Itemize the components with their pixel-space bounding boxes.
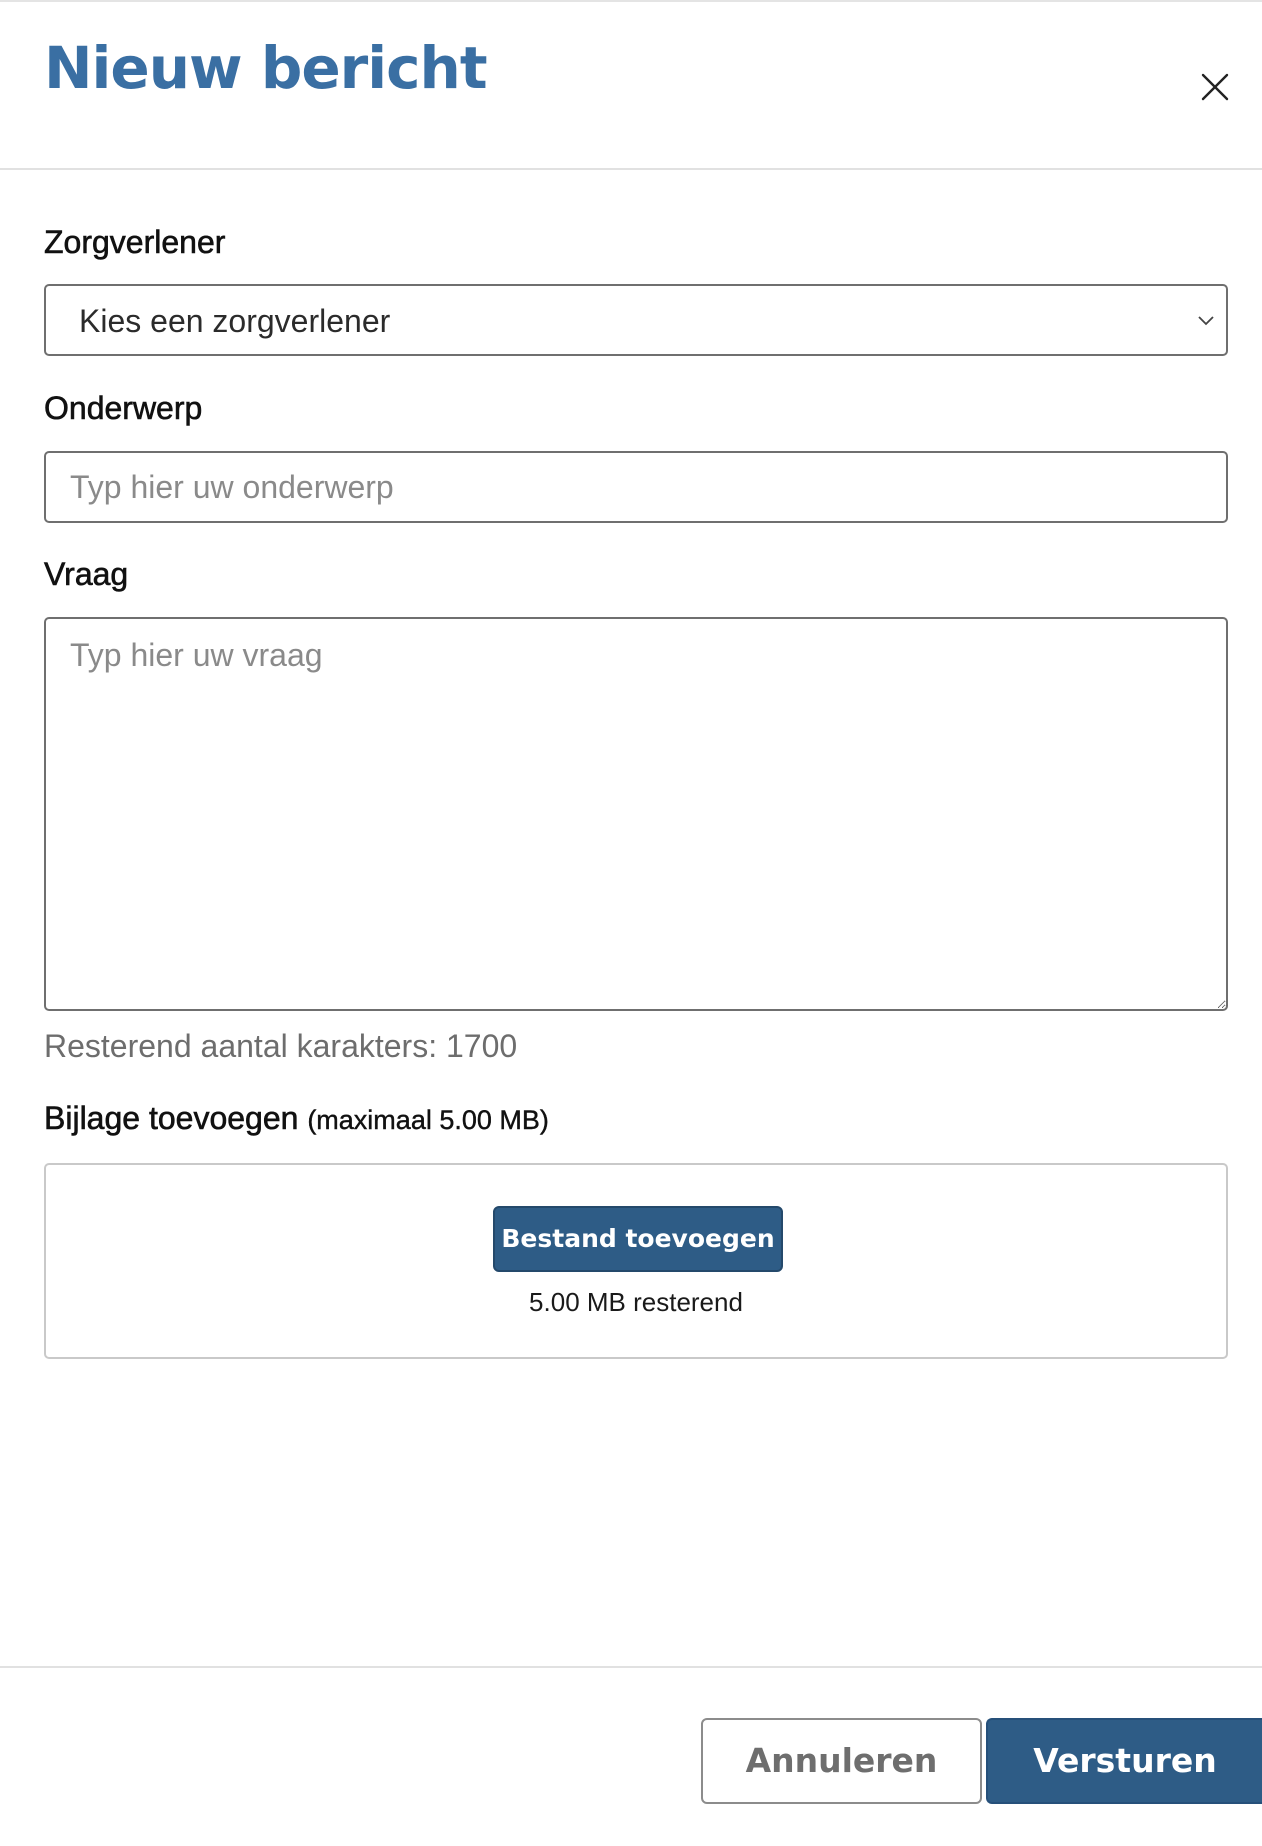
attachment-dropzone[interactable]	[44, 1163, 1228, 1359]
provider-select-value: Kies een zorgverlener	[79, 303, 391, 339]
file-size-remaining: 5.00 MB resterend	[529, 1287, 743, 1317]
remaining-characters: Resterend aantal karakters: 1700	[44, 1028, 518, 1064]
add-file-button[interactable]: Bestand toevoegen	[493, 1206, 783, 1272]
question-label: Vraag	[44, 556, 129, 592]
cancel-button[interactable]: Annuleren	[701, 1718, 982, 1804]
attachment-label-text: Bijlage toevoegen	[44, 1100, 299, 1136]
subject-input[interactable]	[44, 451, 1228, 523]
attachment-label	[44, 1098, 549, 1140]
question-textarea[interactable]	[44, 617, 1228, 1011]
subject-label: Onderwerp	[44, 390, 203, 426]
provider-select[interactable]	[44, 284, 1228, 356]
close-icon	[1192, 64, 1238, 110]
attachment-size-hint: (maximaal 5.00 MB)	[307, 1105, 549, 1135]
dialog-footer	[0, 1666, 1262, 1846]
close-button[interactable]	[1192, 64, 1238, 110]
provider-label: Zorgverlener	[44, 224, 226, 260]
send-button[interactable]: Versturen	[986, 1718, 1262, 1804]
dialog-title: Nieuw bericht	[44, 34, 487, 102]
chevron-down-icon	[1196, 312, 1216, 328]
dialog-header	[0, 2, 1262, 170]
